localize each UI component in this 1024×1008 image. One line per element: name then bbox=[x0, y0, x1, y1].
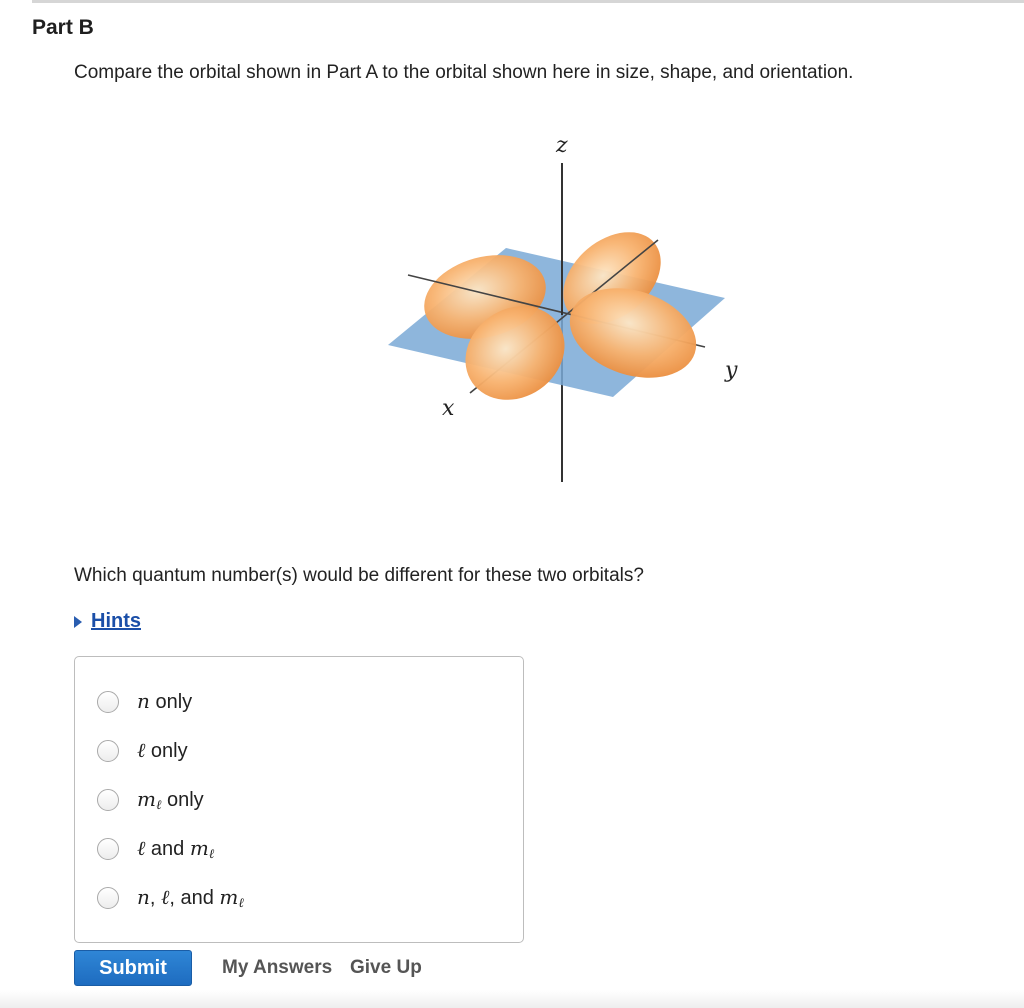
text-separator: , bbox=[149, 887, 162, 909]
radio-button[interactable] bbox=[97, 887, 119, 909]
symbol-l: ℓ bbox=[137, 738, 146, 762]
choice-l-only[interactable] bbox=[97, 738, 188, 763]
answer-choices bbox=[74, 656, 524, 943]
subquestion-text: Which quantum number(s) would be different for these two orbitals? bbox=[74, 565, 644, 586]
choice-l-and-ml[interactable] bbox=[97, 836, 214, 862]
y-axis-label: y bbox=[725, 358, 738, 383]
my-answers-link[interactable]: My Answers bbox=[222, 957, 333, 978]
hints-toggle[interactable] bbox=[74, 610, 141, 633]
orbital-figure bbox=[380, 125, 760, 495]
x-axis-label: x bbox=[442, 396, 455, 421]
text-and: and bbox=[145, 838, 190, 860]
z-axis-label: z bbox=[556, 133, 568, 158]
choice-ml-only[interactable] bbox=[97, 787, 204, 813]
symbol-m: m bbox=[219, 885, 239, 909]
hints-link[interactable]: Hints bbox=[91, 610, 141, 632]
symbol-n: n bbox=[137, 885, 150, 909]
question-text: Compare the orbital shown in Part A to the orbital shown here in size, shape, and orientation. bbox=[74, 62, 854, 83]
symbol-m-subscript: ℓ bbox=[238, 896, 244, 911]
choice-label bbox=[137, 787, 204, 813]
submit-button[interactable]: Submit bbox=[74, 950, 192, 986]
choice-label bbox=[137, 738, 188, 763]
text-separator: , and bbox=[169, 887, 220, 909]
bottom-fade bbox=[0, 990, 1024, 1008]
symbol-n: n bbox=[137, 689, 150, 713]
choice-label bbox=[137, 885, 244, 911]
symbol-l: ℓ bbox=[137, 836, 146, 860]
caret-right-icon bbox=[74, 616, 82, 628]
choice-n-only[interactable] bbox=[97, 689, 192, 714]
symbol-m: m bbox=[137, 787, 156, 811]
radio-button[interactable] bbox=[97, 789, 119, 811]
radio-button[interactable] bbox=[97, 691, 119, 713]
text-only: only bbox=[161, 789, 204, 811]
top-divider bbox=[32, 0, 1024, 3]
text-only: only bbox=[145, 740, 188, 762]
radio-button[interactable] bbox=[97, 838, 119, 860]
text-only: only bbox=[149, 691, 193, 713]
symbol-m-subscript: ℓ bbox=[208, 847, 215, 862]
radio-button[interactable] bbox=[97, 740, 119, 762]
part-title: Part B bbox=[32, 16, 94, 39]
give-up-link[interactable]: Give Up bbox=[350, 957, 422, 978]
choice-label bbox=[137, 689, 192, 714]
symbol-m: m bbox=[189, 836, 209, 860]
choice-n-l-and-ml[interactable] bbox=[97, 885, 244, 911]
choice-label bbox=[137, 836, 214, 862]
symbol-l: ℓ bbox=[161, 885, 170, 909]
symbol-m-subscript: ℓ bbox=[155, 798, 162, 813]
